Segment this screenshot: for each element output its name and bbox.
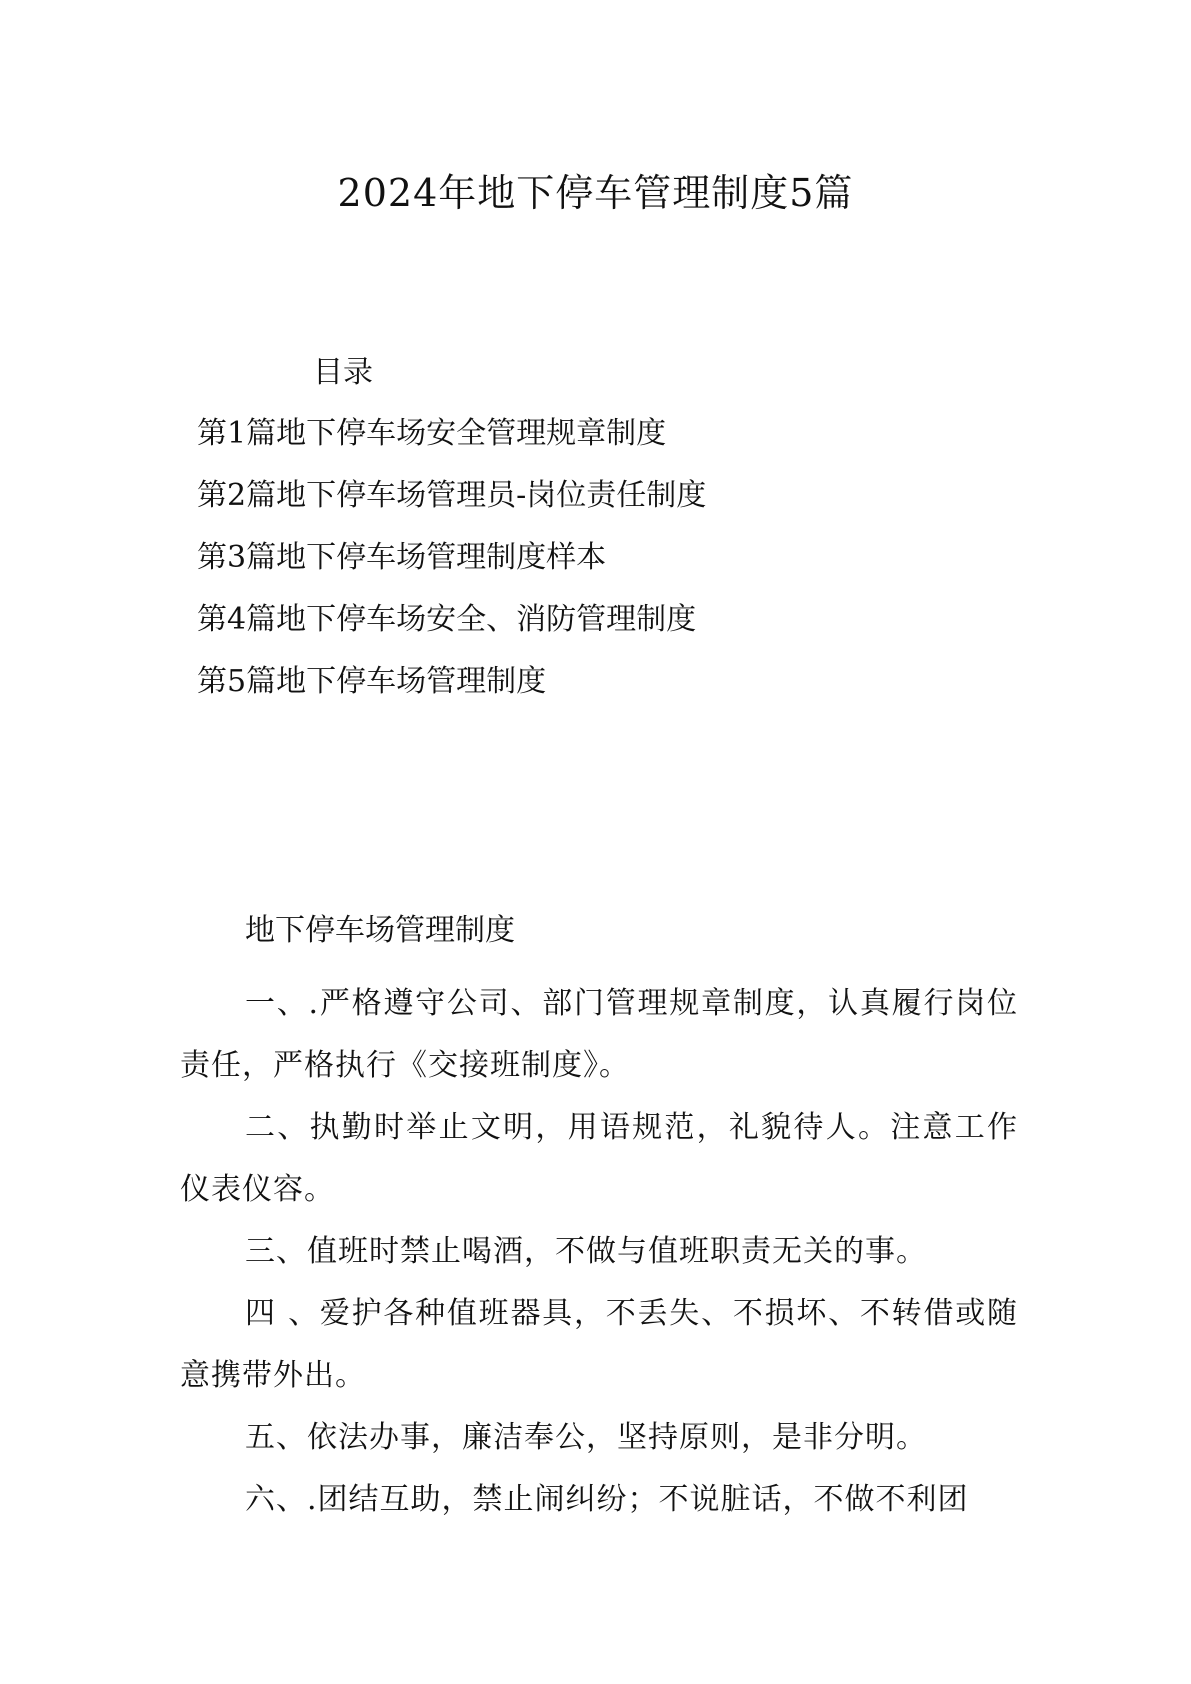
paragraph-2: 二、执勤时举止文明，用语规范，礼貌待人。注意工作仪表仪容。	[180, 1110, 1018, 1207]
toc-list	[197, 414, 706, 724]
toc-item-1: 第1篇地下停车场安全管理规章制度	[197, 416, 667, 451]
paragraph-6: 六、.团结互助，禁止闹纠纷；不说脏话，不做不利团	[245, 1482, 969, 1517]
toc-item-4: 第4篇地下停车场安全、消防管理制度	[197, 602, 697, 637]
section-body	[180, 911, 1018, 1531]
paragraph-4: 四 、爱护各种值班器具，不丢失、不损坏、不转借或随意携带外出。	[180, 1296, 1018, 1393]
toc-heading: 目录	[313, 355, 373, 390]
toc-item-2: 第2篇地下停车场管理员-岗位责任制度	[197, 478, 707, 513]
document-title: 2024年地下停车管理制度5篇	[337, 171, 854, 215]
paragraph-5: 五、依法办事，廉洁奉公，坚持原则，是非分明。	[245, 1420, 927, 1455]
paragraph-3: 三、值班时禁止喝酒，不做与值班职责无关的事。	[245, 1234, 927, 1269]
paragraph-1: 一、.严格遵守公司、部门管理规章制度，认真履行岗位责任，严格执行《交接班制度》。	[180, 986, 1018, 1083]
toc-item-5: 第5篇地下停车场管理制度	[197, 664, 547, 699]
toc-item-3: 第3篇地下停车场管理制度样本	[197, 540, 607, 575]
section-title: 地下停车场管理制度	[245, 913, 515, 948]
